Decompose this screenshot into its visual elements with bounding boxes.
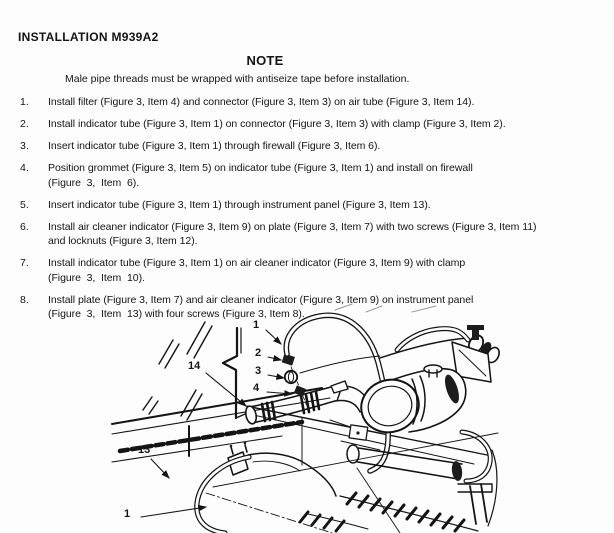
- step-text: (Figure 3, Item 13) with four screws (Figure 3, Item 8).: [48, 308, 305, 320]
- step-number: 1.: [20, 96, 29, 108]
- note-body: Male pipe threads must be wrapped with antiseize tape before installation.: [65, 73, 410, 85]
- callout-leaders: [141, 330, 292, 517]
- step-text: (Figure 3, Item 10).: [48, 271, 145, 284]
- step-row: [0, 256, 600, 285]
- step-number: 7.: [20, 257, 29, 269]
- step-row: [0, 198, 600, 213]
- figure-drawing: [0, 300, 614, 533]
- step-text: (Figure 3, Item 6).: [48, 176, 140, 189]
- figure-linework: [112, 304, 502, 533]
- figure-callout-4: 4: [253, 382, 260, 394]
- figure-callout-1: 1: [253, 319, 260, 331]
- step-number: 5.: [20, 198, 29, 211]
- step-row: [0, 220, 600, 249]
- step-text: Install plate (Figure 3, Item 7) and air cleaner indicator (Figure 3, Item 9) on instrument panel: [48, 293, 474, 306]
- step-text: Install filter (Figure 3, Item 4) and connector (Figure 3, Item 3) on air tube (Figure 3, Item 14).: [48, 96, 475, 108]
- figure-callout-13: 13: [138, 444, 151, 456]
- step-text: Insert indicator tube (Figure 3, Item 1) through firewall (Figure 3, Item 6).: [48, 140, 381, 152]
- step-row: [0, 161, 600, 190]
- figure-callout-2: 2: [255, 347, 262, 359]
- step-row: [0, 139, 600, 154]
- step-row: [0, 95, 600, 110]
- step-text: Install air cleaner indicator (Figure 3, Item 9) on plate (Figure 3, Item 7) with two screws (Figure 3, Item 11): [48, 220, 537, 233]
- figure-callout-14: 14: [188, 360, 201, 372]
- step-number: 2.: [20, 118, 29, 130]
- figure-callout-3: 3: [255, 365, 262, 377]
- figure-callout-1-bottom: 1: [124, 508, 131, 520]
- note-heading: NOTE: [246, 53, 284, 68]
- step-row: [0, 117, 600, 132]
- figure-3-engine-compartment: [0, 300, 614, 533]
- step-text: Install indicator tube (Figure 3, Item 1) on air cleaner indicator (Figure 3, Item 9) with clamp: [48, 257, 466, 269]
- step-text: Insert indicator tube (Figure 3, Item 1) through instrument panel (Figure 3, Item 13).: [48, 198, 431, 211]
- step-number: 4.: [20, 162, 29, 174]
- step-text: Install indicator tube (Figure 3, Item 1) on connector (Figure 3, Item 3) with clamp (Figure 3, Item 2).: [48, 118, 506, 130]
- step-number: 3.: [20, 140, 29, 152]
- step-text: and locknuts (Figure 3, Item 12).: [48, 235, 198, 247]
- installation-steps: [0, 95, 600, 329]
- step-number: 8.: [20, 293, 29, 306]
- page-title: INSTALLATION M939A2: [18, 30, 159, 44]
- step-number: 6.: [20, 220, 29, 233]
- step-text: Position grommet (Figure 3, Item 5) on indicator tube (Figure 3, Item 1) and install on firewall: [48, 162, 473, 174]
